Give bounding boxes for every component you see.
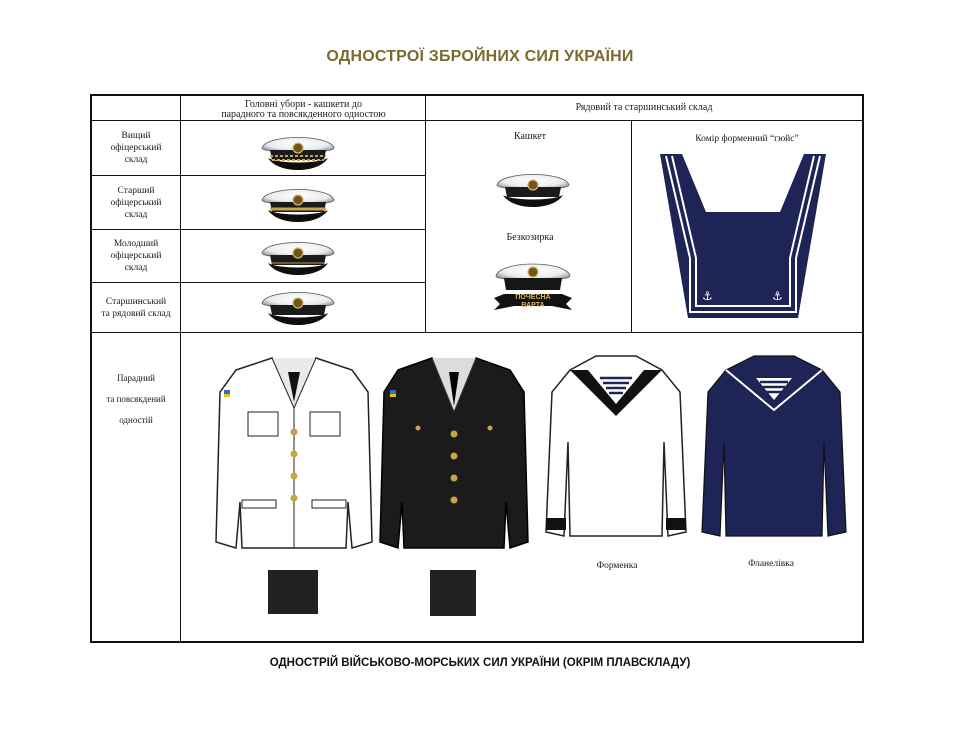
black-trousers-left-image — [268, 570, 318, 614]
cap-enlisted-image — [258, 283, 338, 338]
uniform-row-label: Парадний та повсякдений одностій — [106, 373, 166, 425]
enlisted-cap-image — [493, 165, 573, 220]
cap-junior-officers-image — [258, 233, 338, 288]
collar-label: Комір форменний “гюйс” — [695, 134, 799, 144]
formenka-image — [540, 352, 692, 552]
cap-senior-command-image — [258, 128, 338, 183]
collar-image — [656, 152, 830, 325]
rank-label-junior-officers: Молодший офіцерський склад — [110, 239, 162, 273]
cap-senior-officers-image — [258, 180, 338, 235]
page-footer: ОДНОСТРІЙ ВІЙСЬКОВО-МОРСЬКИХ СИЛ УКРАЇНИ (ОКРІМ ПЛАВСКЛАДУ) — [269, 657, 691, 669]
svg-text:⚓: ⚓ — [772, 289, 783, 303]
header-enlisted: Рядовий та старшинський склад — [575, 102, 713, 113]
white-officer-jacket-image — [214, 352, 374, 562]
flanelka-image — [698, 352, 850, 552]
flanelka-label: Фланелівка — [748, 559, 794, 569]
cap-label: Кашкет — [513, 131, 547, 142]
page-title: ОДНОСТРОЇ ЗБРОЙНИХ СИЛ УКРАЇНИ — [326, 48, 634, 65]
formenka-label: Форменка — [596, 561, 638, 571]
header-headwear: Головні убори - кашкети до парадного та повсякденного одностою — [221, 99, 386, 120]
black-officer-jacket-image — [378, 352, 530, 562]
rank-label-enlisted: Старшинський та рядовий склад — [101, 296, 171, 319]
beret-label: Безкозирка — [506, 232, 554, 243]
svg-text:⚓: ⚓ — [702, 289, 713, 303]
black-trousers-right-image — [430, 570, 476, 616]
beret-ribbon-text: ПОЧЕСНА ВАРТА — [515, 294, 551, 309]
rank-label-senior-command: Вищий офіцерський склад — [110, 131, 162, 165]
rank-label-senior-officers: Старший офіцерський склад — [110, 185, 162, 220]
